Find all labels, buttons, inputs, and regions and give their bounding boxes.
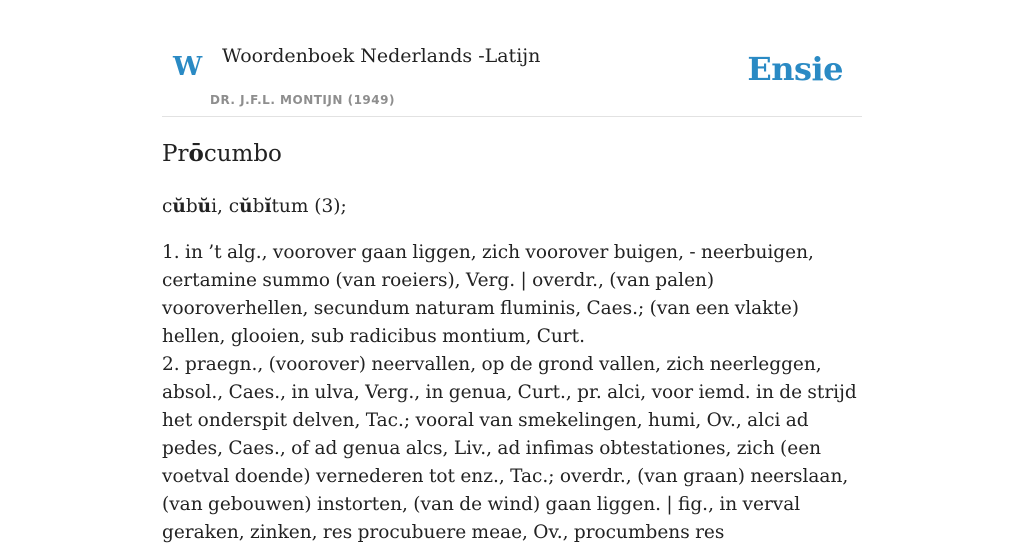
forms-part: tum (3); bbox=[271, 196, 347, 217]
book-author: DR. J.F.L. MONTIJN (1949) bbox=[210, 93, 395, 107]
forms-part: b bbox=[185, 196, 198, 217]
headword-part: Pr bbox=[162, 141, 189, 167]
headword-part: cumbo bbox=[203, 141, 282, 167]
forms-part: i, c bbox=[211, 196, 240, 217]
forms-part: b bbox=[252, 196, 265, 217]
page-header bbox=[162, 0, 862, 117]
forms-vowel: ŭ bbox=[239, 196, 253, 217]
entry-forms bbox=[162, 193, 862, 221]
forms-vowel: ĭ bbox=[264, 196, 272, 217]
forms-vowel: ŭ bbox=[197, 196, 212, 217]
forms-part: c bbox=[162, 196, 173, 217]
brand-logo[interactable]: Ensie bbox=[747, 50, 843, 88]
book-logo-icon[interactable]: W bbox=[173, 52, 203, 82]
entry-content bbox=[162, 136, 862, 547]
headword-long-vowel: ō bbox=[188, 140, 204, 167]
entry-definition bbox=[162, 239, 862, 547]
entry-headword bbox=[162, 136, 862, 172]
sense-2: 2. praegn., (voorover) neervallen, op de grond vallen, zich neerleggen, absol., Caes., in ulva, Verg., in genua, Curt., pr. alci, voor iemd. in de strijd het onderspit delven, Tac.; vooral van smekelingen, humi, Ov., alci ad pedes, Caes., of ad genua alcs, Liv., ad infimas obtestationes, zich (een voetval doende) vernederen tot enz., Tac.; overdr., (van graan) neerslaan, (van gebouwen) instorten, (van de wind) gaan liggen. | fig., in verval geraken, zinken, res procubuere meae, Ov., procumbens res bbox=[162, 354, 857, 543]
book-title[interactable]: Woordenboek Nederlands -Latijn bbox=[222, 45, 541, 67]
sense-1: 1. in ’t alg., voorover gaan liggen, zich voorover buigen, - neerbuigen, certamine summo (van roeiers), Verg. | overdr., (van palen) vooroverhellen, secundum naturam fluminis, Caes.; (van een vlakte) hellen, glooien, sub radicibus montium, Curt. bbox=[162, 242, 814, 347]
forms-vowel: ŭ bbox=[172, 196, 186, 217]
